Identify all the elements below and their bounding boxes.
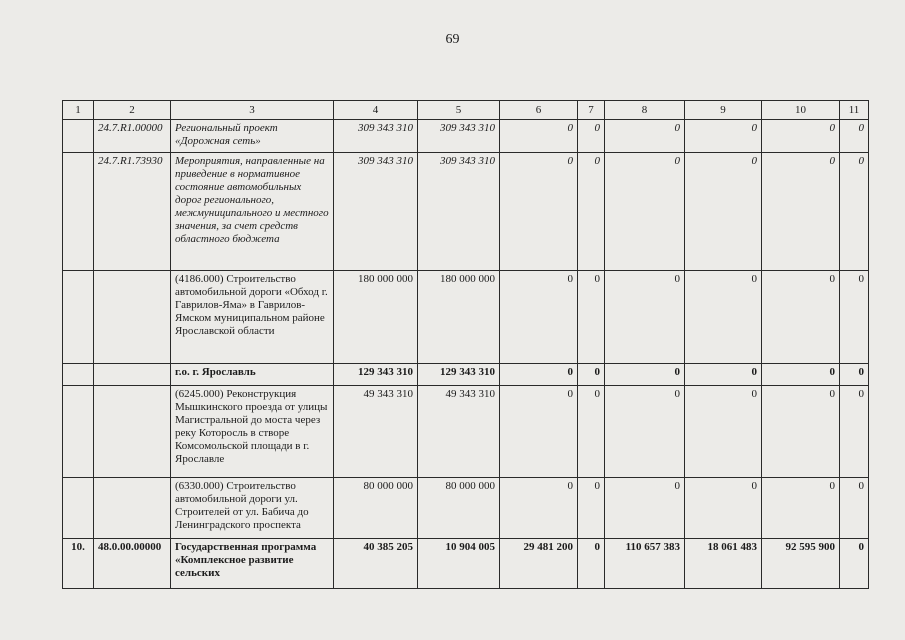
row-number: 10. <box>63 539 94 589</box>
row-name: Государственная программа «Комплексное развитие сельских <box>171 539 334 589</box>
row-code: 24.7.R1.00000 <box>94 120 171 153</box>
cell-col7: 0 <box>578 153 605 271</box>
cell-col5: 49 343 310 <box>418 386 500 478</box>
cell-col11: 0 <box>840 271 869 364</box>
cell-col11: 0 <box>840 539 869 589</box>
cell-col6: 0 <box>500 364 578 386</box>
cell-col10: 0 <box>762 386 840 478</box>
column-header-row <box>63 101 869 120</box>
column-header: 10 <box>762 101 840 120</box>
cell-col5: 129 343 310 <box>418 364 500 386</box>
cell-col4: 309 343 310 <box>334 120 418 153</box>
cell-col9: 0 <box>685 271 762 364</box>
cell-col6: 0 <box>500 153 578 271</box>
cell-col4: 80 000 000 <box>334 478 418 539</box>
table-row <box>63 478 869 539</box>
column-header: 8 <box>605 101 685 120</box>
cell-col8: 0 <box>605 478 685 539</box>
row-code: 48.0.00.00000 <box>94 539 171 589</box>
cell-col4: 40 385 205 <box>334 539 418 589</box>
cell-col8: 0 <box>605 153 685 271</box>
cell-col10: 0 <box>762 120 840 153</box>
cell-col5: 180 000 000 <box>418 271 500 364</box>
cell-col4: 180 000 000 <box>334 271 418 364</box>
budget-table <box>62 100 869 589</box>
cell-col9: 0 <box>685 364 762 386</box>
row-name: (6245.000) Реконструкция Мышкинского проезда от улицы Магистральной до моста через реку Которосль в створе Комсомольской площади в г. Ярославле <box>171 386 334 478</box>
cell-col8: 0 <box>605 386 685 478</box>
row-name: Мероприятия, направленные на приведение в нормативное состояние автомобильных дорог регионального, межмуниципального и местного значения, за счет средств областного бюджета <box>171 153 334 271</box>
row-number <box>63 364 94 386</box>
row-name: (4186.000) Строительство автомобильной дороги «Обход г. Гаврилов-Яма» в Гаврилов-Ямском муниципальном районе Ярославской области <box>171 271 334 364</box>
cell-col6: 0 <box>500 386 578 478</box>
cell-col5: 10 904 005 <box>418 539 500 589</box>
cell-col4: 49 343 310 <box>334 386 418 478</box>
column-header: 6 <box>500 101 578 120</box>
cell-col11: 0 <box>840 478 869 539</box>
column-header: 1 <box>63 101 94 120</box>
cell-col9: 18 061 483 <box>685 539 762 589</box>
cell-col5: 309 343 310 <box>418 120 500 153</box>
cell-col4: 129 343 310 <box>334 364 418 386</box>
table-row <box>63 364 869 386</box>
row-number <box>63 271 94 364</box>
cell-col11: 0 <box>840 153 869 271</box>
cell-col6: 0 <box>500 271 578 364</box>
cell-col10: 0 <box>762 271 840 364</box>
row-name: Региональный проект «Дорожная сеть» <box>171 120 334 153</box>
cell-col7: 0 <box>578 271 605 364</box>
column-header: 9 <box>685 101 762 120</box>
row-number <box>63 478 94 539</box>
cell-col9: 0 <box>685 478 762 539</box>
cell-col10: 0 <box>762 364 840 386</box>
row-number <box>63 386 94 478</box>
row-name: г.о. г. Ярославль <box>171 364 334 386</box>
column-header: 5 <box>418 101 500 120</box>
cell-col9: 0 <box>685 153 762 271</box>
cell-col10: 0 <box>762 153 840 271</box>
cell-col8: 110 657 383 <box>605 539 685 589</box>
row-code <box>94 271 171 364</box>
column-header: 11 <box>840 101 869 120</box>
cell-col8: 0 <box>605 120 685 153</box>
cell-col7: 0 <box>578 120 605 153</box>
row-code <box>94 478 171 539</box>
cell-col7: 0 <box>578 478 605 539</box>
cell-col10: 0 <box>762 478 840 539</box>
table-row <box>63 120 869 153</box>
page-number: 69 <box>445 32 460 47</box>
cell-col11: 0 <box>840 386 869 478</box>
cell-col8: 0 <box>605 271 685 364</box>
cell-col5: 80 000 000 <box>418 478 500 539</box>
row-number <box>63 153 94 271</box>
cell-col9: 0 <box>685 120 762 153</box>
cell-col7: 0 <box>578 539 605 589</box>
cell-col10: 92 595 900 <box>762 539 840 589</box>
cell-col9: 0 <box>685 386 762 478</box>
column-header: 2 <box>94 101 171 120</box>
cell-col6: 0 <box>500 478 578 539</box>
cell-col11: 0 <box>840 364 869 386</box>
row-name: (6330.000) Строительство автомобильной дороги ул. Строителей от ул. Бабича до Ленинградского проспекта <box>171 478 334 539</box>
column-header: 3 <box>171 101 334 120</box>
row-code: 24.7.R1.73930 <box>94 153 171 271</box>
table-row <box>63 386 869 478</box>
cell-col11: 0 <box>840 120 869 153</box>
row-number <box>63 120 94 153</box>
cell-col8: 0 <box>605 364 685 386</box>
row-code <box>94 364 171 386</box>
cell-col6: 0 <box>500 120 578 153</box>
table-row <box>63 539 869 589</box>
cell-col6: 29 481 200 <box>500 539 578 589</box>
cell-col5: 309 343 310 <box>418 153 500 271</box>
row-code <box>94 386 171 478</box>
cell-col4: 309 343 310 <box>334 153 418 271</box>
cell-col7: 0 <box>578 364 605 386</box>
column-header: 4 <box>334 101 418 120</box>
cell-col7: 0 <box>578 386 605 478</box>
table-row <box>63 153 869 271</box>
table-row <box>63 271 869 364</box>
column-header: 7 <box>578 101 605 120</box>
